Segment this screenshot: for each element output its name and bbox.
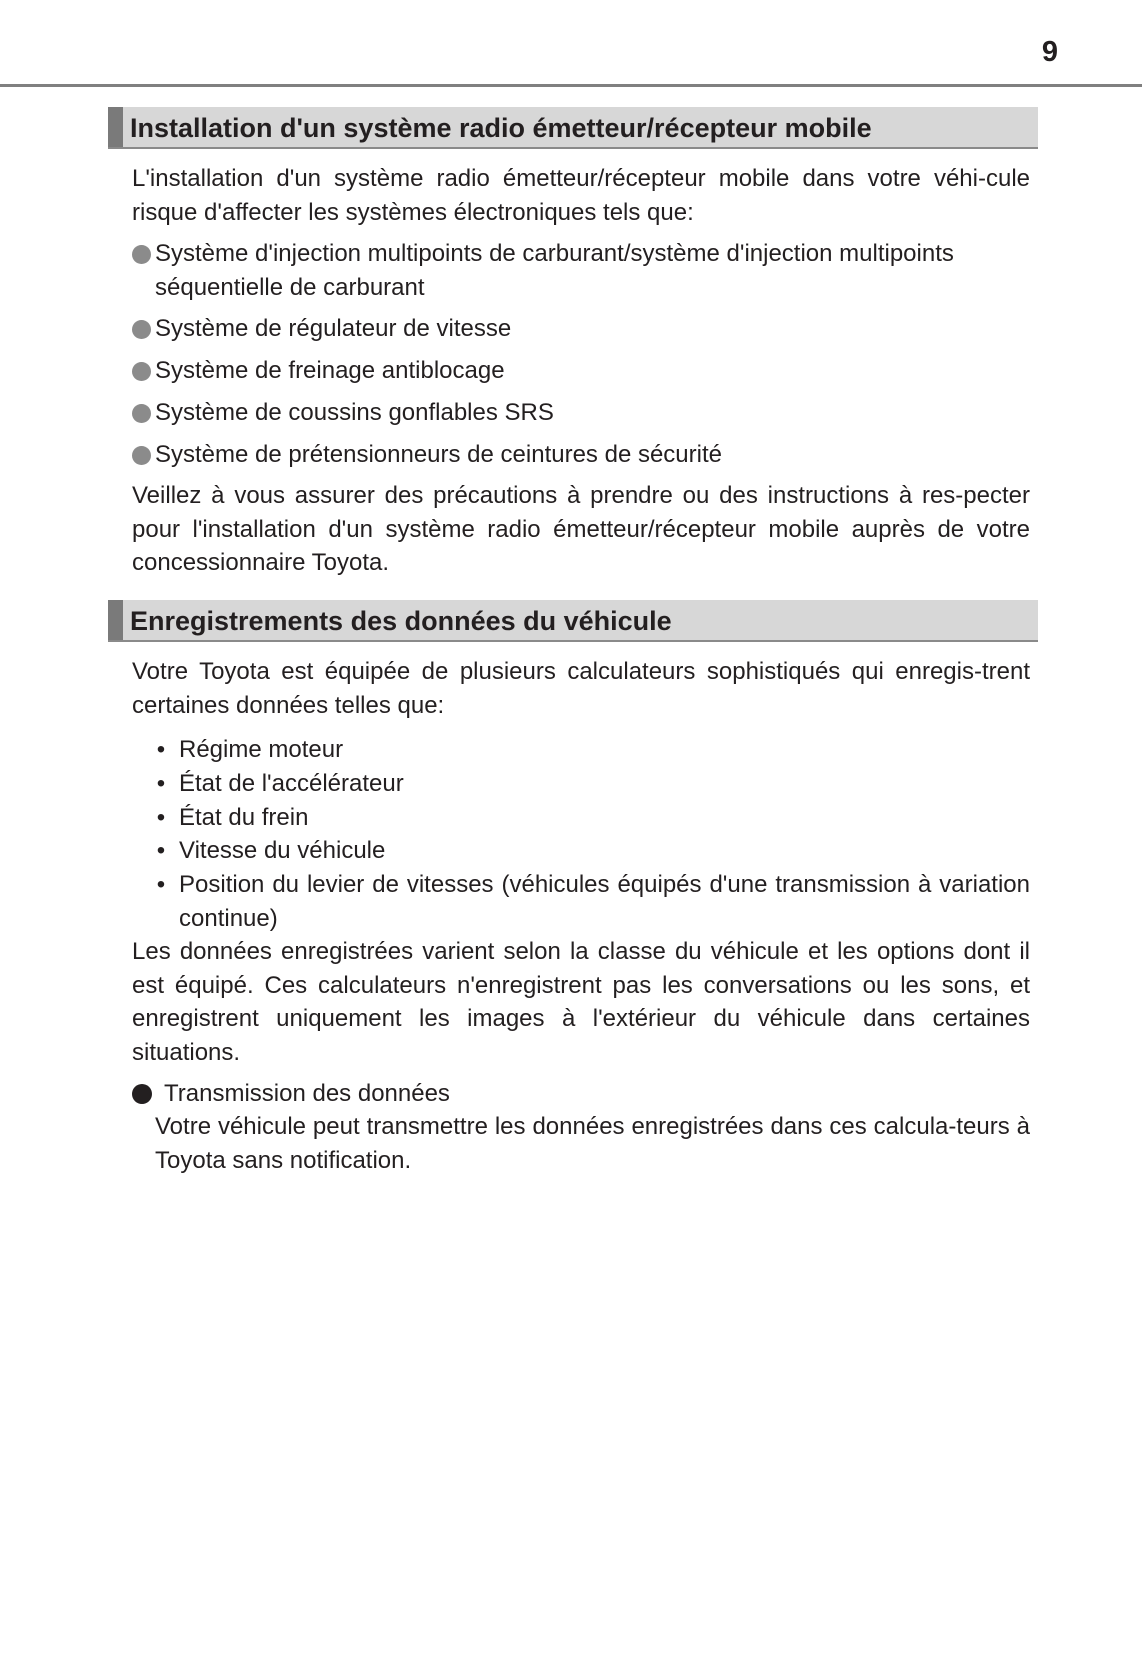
heading-marker — [108, 107, 123, 147]
data-closing-paragraph: Les données enregistrées varient selon la classe du véhicule et les options dont il est équipé. Ces calculateurs n'enregistrent pas les conversations ou les sons, et enregistrent uniquement les images à l'extérieur du véhicule dans certaines situations. — [132, 938, 1030, 1066]
subsection-text-transmission: Votre véhicule peut transmettre les données enregistrées dans ces calcula-teurs à Toyota sans notification. — [155, 1113, 1030, 1174]
heading-marker — [108, 600, 123, 640]
data-list-item: État du frein — [179, 804, 309, 831]
dot-bullet: • — [156, 770, 166, 797]
radio-intro-paragraph: L'installation d'un système radio émetteur/récepteur mobile dans votre véhi-cule risque d'affecter les systèmes électroniques tels que: — [132, 165, 1030, 226]
section-heading-radio — [108, 107, 1038, 149]
black-circle-bullet — [132, 1084, 152, 1104]
circle-bullet — [132, 362, 151, 381]
data-list-item: Position du levier de vitesses (véhicules équipés d'une transmission à variation continue) — [179, 871, 1030, 932]
page-number: 9 — [1041, 36, 1058, 68]
radio-list-item: Système de coussins gonflables SRS — [155, 399, 554, 426]
data-list-item: État de l'accélérateur — [179, 770, 404, 797]
dot-bullet: • — [156, 736, 166, 763]
radio-closing-paragraph: Veillez à vous assurer des précautions à prendre ou des instructions à res-pecter pour l'installation d'un système radio émetteur/récepteur mobile auprès de votre concessionnaire Toyota. — [132, 482, 1030, 576]
radio-list-item: Système d'injection multipoints de carburant/système d'injection multipoints séquentielle de carburant — [155, 240, 954, 301]
radio-list-item: Système de régulateur de vitesse — [155, 315, 512, 342]
radio-list-item: Système de prétensionneurs de ceintures de sécurité — [155, 441, 722, 468]
data-intro-paragraph: Votre Toyota est équipée de plusieurs calculateurs sophistiqués qui enregis-trent certaines données telles que: — [132, 658, 1030, 719]
circle-bullet — [132, 320, 151, 339]
data-list-item: Vitesse du véhicule — [179, 837, 386, 864]
dot-bullet: • — [156, 804, 166, 831]
circle-bullet — [132, 404, 151, 423]
circle-bullet — [132, 446, 151, 465]
header-rule — [0, 84, 1142, 87]
data-list-item: Régime moteur — [179, 736, 344, 763]
dot-bullet: • — [156, 871, 166, 898]
section-title-radio: Installation d'un système radio émetteur/récepteur mobile — [130, 113, 872, 143]
circle-bullet — [132, 245, 151, 264]
section-heading-data — [108, 600, 1038, 642]
section-title-data: Enregistrements des données du véhicule — [130, 606, 672, 636]
dot-bullet: • — [156, 837, 166, 864]
radio-list-item: Système de freinage antiblocage — [155, 357, 505, 384]
subsection-title-transmission: Transmission des données — [164, 1080, 450, 1107]
